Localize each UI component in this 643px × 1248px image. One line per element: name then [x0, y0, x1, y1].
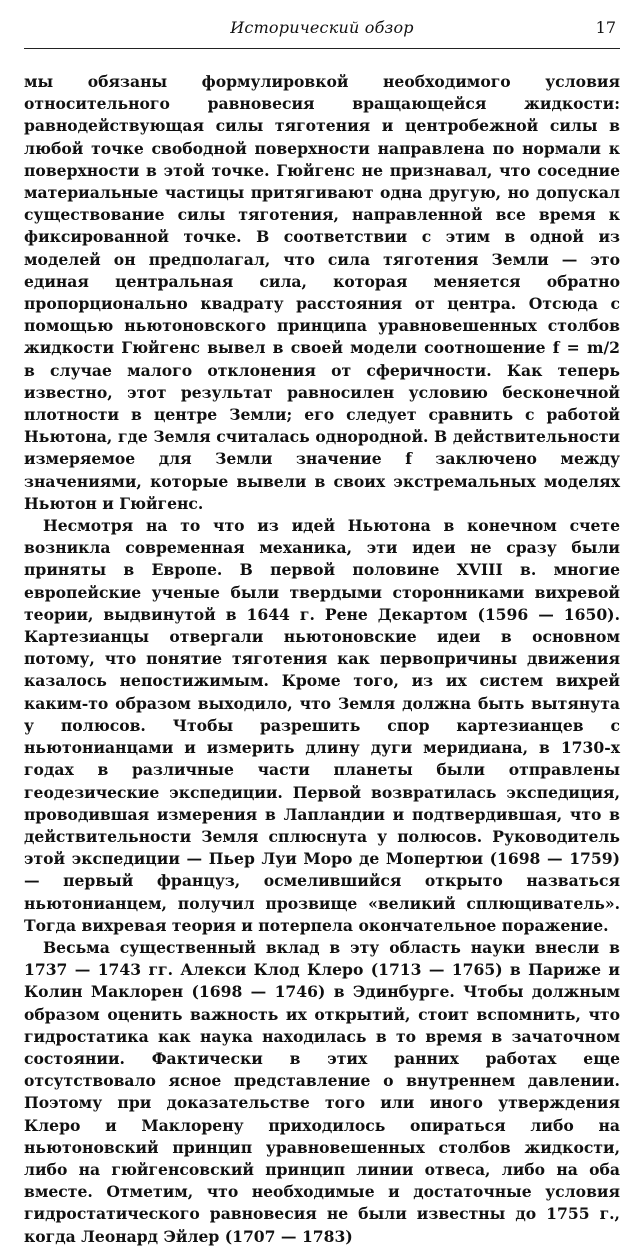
- paragraph-clairaut: Весьма существенный вклад в эту область науки внесли в 1737 — 1743 гг. Алекси Клод Клеро (1713 — 1765) в Париже и Колин Маклорен (1698 — 1746) в Эдинбурге. Чтобы должным образом оценить важность их открытий, стоит вспомнить, что гидростатика как наука находилась в то время в зачаточном состоянии. Фактически в этих ранних работах еще отсутствовало ясное представление о внутреннем давлении. Поэтому при доказательстве того или иного утверждения Клеро и Маклорену приходилось опираться либо на ньютоновский принцип уравновешенных столбов жидкости, либо на гюйгенсовский принцип линии отвеса, либо на оба вместе. Отметим, что необходимые и достаточные условия гидростатического равновесия не были известны до 1755 г., когда Леонард Эйлер (1707 — 1783): [24, 937, 620, 1246]
- page-body: [24, 71, 620, 1248]
- paragraph-continuation: мы обязаны формулировкой необходимого условия относительного равновесия вращающейся жидкости: равнодействующая силы тяготения и центробежной силы в любой точке свободной поверхности направлена по нормали к поверхности в этой точке. Гюйгенс не признавал, что соседние материальные частицы притягивают одна другую, но допускал существование силы тяготения, направленной все время к фиксированной точке. В соответствии с этим в одной из моделей он предполагал, что сила тяготения Земли — это единая центральная сила, которая меняется обратно пропорционально квадрату расстояния от центра. Отсюда с помощью ньютоновского принципа уравновешенных столбов жидкости Гюйгенс вывел в своей модели соотношение f = m/2 в случае малого отклонения от сферичности. Как теперь известно, этот результат равносилен условию бесконечной плотности в центре Земли; его следует сравнить с работой Ньютона, где Земля считалась однородной. В действительности измеряемое для Земли значение f заключено между значениями, которые вывели в своих экстремальных моделях Ньютон и Гюйгенс.: [24, 72, 620, 513]
- paragraph-descartes: Несмотря на то что из идей Ньютона в конечном счете возникла современная механика, эти идеи не сразу были приняты в Европе. В первой половине XVIII в. многие европейские ученые были твердыми сторонниками вихревой теории, выдвинутой в 1644 г. Рене Декартом (1596 — 1650). Картезианцы отвергали ньютоновские идеи в основном потому, что понятие тяготения как первопричины движения казалось непостижимым. Кроме того, из их систем вихрей каким-то образом выходило, что Земля должна быть вытянута у полюсов. Чтобы разрешить спор картезианцев с ньютонианцами и измерить длину дуги меридиана, в 1730-х годах в различные части планеты были отправлены геодезические экспедиции. Первой возвратилась экспедиция, проводившая измерения в Лапландии и подтвердившая, что в действительности Земля сплюснута у полюсов. Руководитель этой экспедиции — Пьер Луи Моро де Мопертюи (1698 — 1759) — первый француз, осмелившийся открыто назваться ньютонианцем, получил прозвище «великий сплющиватель». Тогда вихревая теория и потерпела окончательное поражение.: [24, 516, 620, 935]
- page-header: [24, 0, 620, 49]
- running-head: Исторический обзор: [230, 18, 414, 37]
- page-number: 17: [595, 18, 616, 37]
